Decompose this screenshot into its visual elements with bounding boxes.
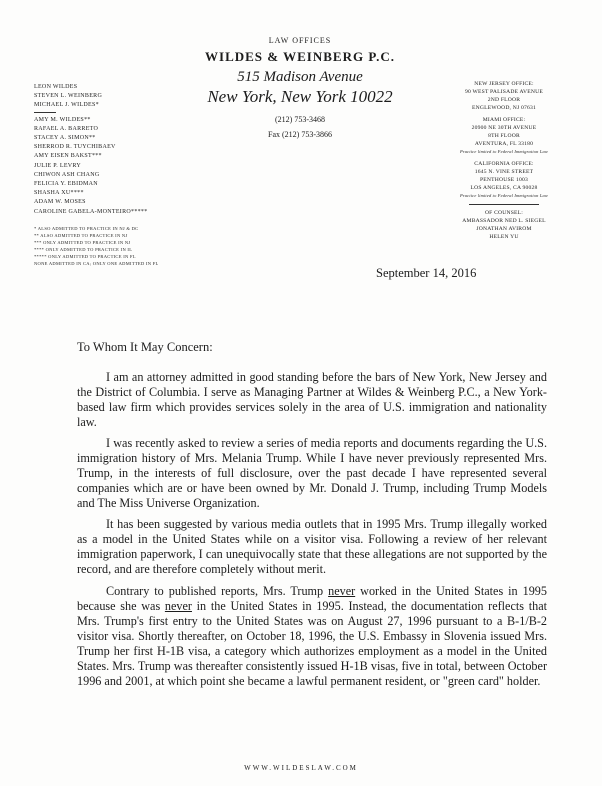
admission-notes xyxy=(34,225,214,267)
footer-website: WWW.WILDESLAW.COM xyxy=(244,764,358,772)
office-line: 90 WEST PALISADE AVENUE xyxy=(465,89,543,95)
attorney-name: CHIWON ASH CHANG xyxy=(34,171,100,178)
divider xyxy=(469,204,539,205)
of-counsel xyxy=(434,209,574,241)
attorney-name: JULIE P. LEVRY xyxy=(34,162,82,169)
admission-note: ***** ONLY ADMITTED TO PRACTICE IN FL xyxy=(34,253,136,259)
attorney-name: AMY M. WILDES** xyxy=(34,116,91,123)
attorney-name: AMY EISEN BAKST*** xyxy=(34,153,102,160)
admission-note: ** ALSO ADMITTED TO PRACTICE IN NJ xyxy=(34,232,128,238)
attorney-list xyxy=(34,83,214,267)
paragraph-1: I am an attorney admitted in good standing before the bars of New York, New Jersey and the District of Columbia. I serve as Managing Partner at Wildes & Weinberg P.C., a New York-based law firm which provides services solely in the area of U.S. immigration and nationality law. xyxy=(77,370,547,429)
underlined-never: never xyxy=(164,599,192,613)
firm-name: WILDES & WEINBERG P.C. xyxy=(205,49,395,64)
admission-note: * ALSO ADMITTED TO PRACTICE IN NJ & DC xyxy=(34,225,139,231)
attorney-name: LEON WILDES xyxy=(34,84,78,90)
attorney-name: STACEY A. SIMON** xyxy=(34,135,96,142)
ca-office xyxy=(434,160,574,200)
attorney-name: STEVEN L. WEINBERG xyxy=(34,93,103,100)
underlined-never: never xyxy=(328,584,356,598)
letter-date: September 14, 2016 xyxy=(376,266,477,280)
paragraph-3: It has been suggested by various media outlets that in 1995 Mrs. Trump illegally worked as a model in the United States while on a visitor visa. Following a review of her relevant immigration paperwork, I can unequivocally state that these allegations are not supported by the record, and are therefore completely without merit. xyxy=(77,517,547,576)
admission-note: **** ONLY ADMITTED TO PRACTICE IN IL xyxy=(34,246,133,252)
admission-note: *** ONLY ADMITTED TO PRACTICE IN NJ xyxy=(34,239,131,245)
attorney-name: CAROLINE GABELA-MONTEIRO***** xyxy=(34,208,148,215)
paragraph-4-text: Contrary to published reports, Mrs. Trump xyxy=(106,584,329,598)
attorney-name: SHASHA XU**** xyxy=(34,190,84,197)
attorney-name: ADAM W. MOSES xyxy=(34,199,86,206)
office-line: PENTHOUSE 1003 xyxy=(479,177,529,183)
fax-number: Fax (212) 753-3866 xyxy=(268,130,332,139)
counsel-name: HELEN YU xyxy=(489,234,519,240)
law-offices-label: LAW OFFICES xyxy=(268,36,332,45)
paragraph-4-text: in the United States in 1995. Instead, the documentation reflects that Mrs. Trump's first entry to the United States was on August 27, 1996 pursuant to a B-1/B-2 visitor visa. Shortly thereafter, on October 18, 1996, the U.S. Embassy in Slovenia issued Mrs. Trump her first H-1B visa, a category which authorizes employment as a model in the United States. Mrs. Trump was thereafter consistently issued H-1B visas, five in total, between October 1996 and 2001, at which point she became a lawful permanent resident, or "green card" holder. xyxy=(77,599,547,688)
counsel-name: AMBASSADOR NED L. SIEGEL xyxy=(462,218,546,224)
office-line: 1645 N. VINE STREET xyxy=(474,169,534,175)
paragraph-4-text: worked in the United States in 1995 because she was xyxy=(77,584,547,613)
paragraph-4 xyxy=(77,584,547,689)
nj-office xyxy=(434,80,574,112)
phone-number: (212) 753-3468 xyxy=(275,115,325,124)
counsel-name: JONATHAN AVIROM xyxy=(476,226,532,232)
office-list xyxy=(434,80,574,245)
attorney-name: SHERROD R. TUYCHIBAEV xyxy=(34,144,116,151)
paragraph-2: I was recently asked to review a series of media reports and documents regarding the U.S. immigration history of Mrs. Melania Trump. While I have never previously represented Mrs. Trump, in the interests of full disclosure, over the past decade I have represented several companies which are or have been owned by Mr. Donald J. Trump, including Trump Models and The Miss Universe Organization. xyxy=(77,436,547,510)
office-note: Practice limited to Federal Immigration Law xyxy=(460,149,548,154)
salutation: To Whom It May Concern: xyxy=(77,340,213,354)
office-line: 20900 NE 30TH AVENUE xyxy=(471,125,537,131)
office-line: 2ND FLOOR xyxy=(487,97,521,103)
office-note: Practice limited to Federal Immigration Law xyxy=(460,193,548,198)
office-line: AVENTURA, FL 33180 xyxy=(474,141,534,147)
office-line: 8TH FLOOR xyxy=(488,133,520,139)
office-title: MIAMI OFFICE: xyxy=(482,117,526,123)
attorney-name: FELICIA Y. EBIDMAN xyxy=(34,181,98,188)
office-title: CALIFORNIA OFFICE: xyxy=(474,161,534,167)
divider xyxy=(34,112,56,113)
miami-office xyxy=(434,116,574,156)
office-line: ENGLEWOOD, NJ 07631 xyxy=(472,105,536,111)
attorney-name: MICHAEL J. WILDES* xyxy=(34,102,99,109)
office-title: NEW JERSEY OFFICE: xyxy=(474,81,534,87)
address-line-1: 515 Madison Avenue xyxy=(237,69,363,85)
office-line: LOS ANGELES, CA 90028 xyxy=(470,185,538,191)
attorney-name: RAFAEL A. BARRETO xyxy=(34,125,99,132)
office-title: OF COUNSEL: xyxy=(484,210,524,216)
admission-note: NONE ADMITTED IN CA; ONLY ONE ADMITTED IN FL xyxy=(34,260,159,266)
address-line-2: New York, New York 10022 xyxy=(207,87,393,106)
